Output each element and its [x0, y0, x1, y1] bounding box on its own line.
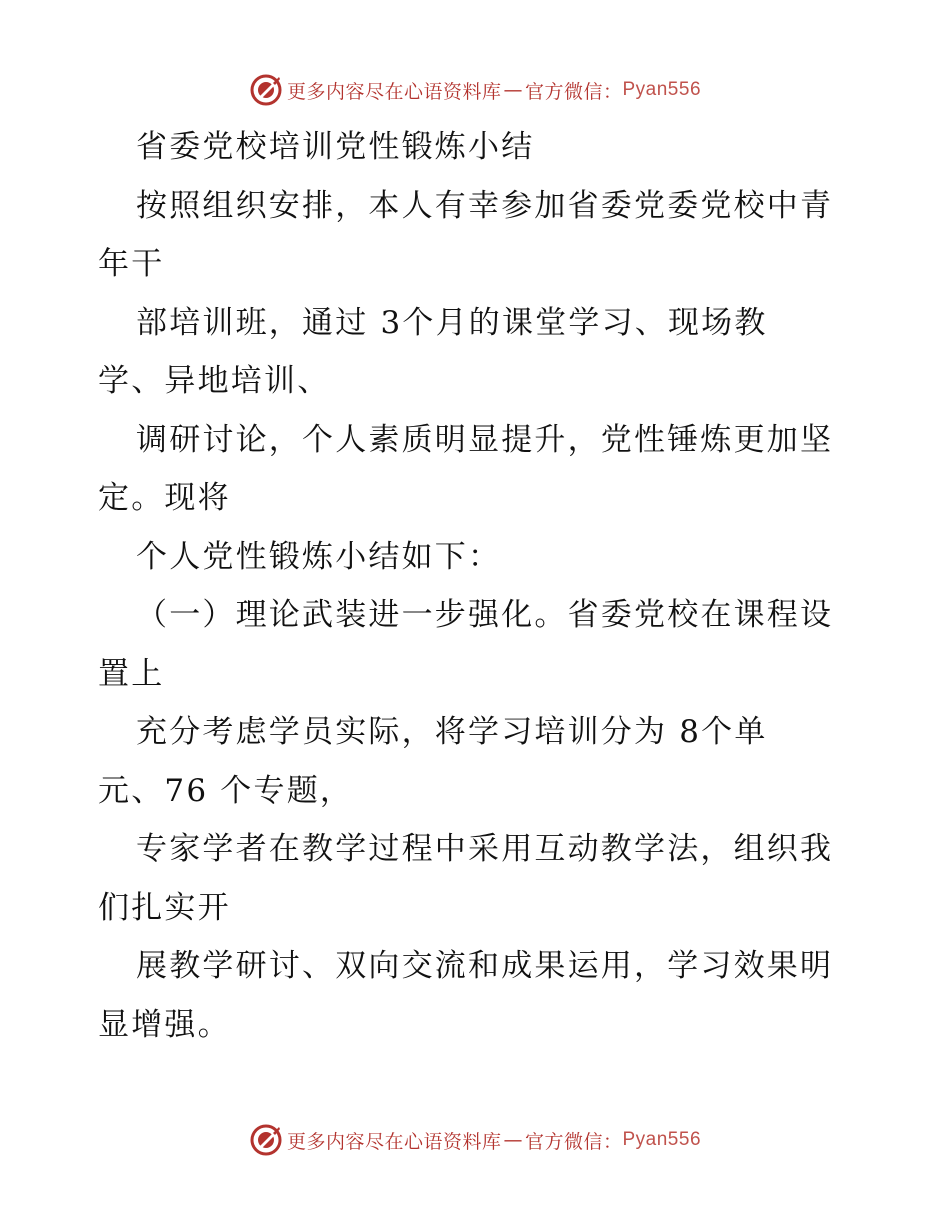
paragraph-line: 们扎实开 [98, 889, 231, 926]
paragraph-line: 显增强。 [98, 1006, 231, 1043]
watermark-wechat-id: Pyan556 [622, 1129, 702, 1150]
paragraph-line: 专家学者在教学过程中采用互动教学法，组织我 [136, 831, 834, 867]
paragraph-line: 调研讨论，个人素质明显提升，党性锤炼更加坚 [136, 421, 834, 458]
paragraph-line: 按照组织安排，本人有幸参加省委党委党校中青 [136, 187, 834, 224]
pen-logo-icon [249, 73, 283, 107]
watermark-wechat-id: Pyan556 [622, 79, 702, 100]
header-watermark [0, 72, 950, 108]
paragraph-line: 置上 [98, 655, 165, 692]
paragraph-line: 元、76 个专题， [98, 772, 354, 809]
paragraph-line: 充分考虑学员实际，将学习培训分为 8个单 [136, 714, 768, 750]
watermark-wechat-label: 官方微信： [524, 1130, 623, 1153]
footer-watermark [0, 1122, 950, 1158]
watermark-wechat-label: 官方微信： [524, 80, 623, 103]
paragraph-line: （一）理论武装进一步强化。省委党校在课程设 [136, 597, 834, 633]
watermark-text: 更多内容尽在心语资料库 [286, 80, 502, 103]
pen-logo-icon [249, 1123, 283, 1157]
paragraph-line: 学、异地培训、 [98, 363, 331, 399]
paragraph-line: 个人党性锻炼小结如下： [136, 538, 502, 575]
paragraph-line: 定。现将 [98, 480, 231, 516]
watermark-separator: — [503, 79, 523, 101]
paragraph-line: 展教学研讨、双向交流和成果运用，学习效果明 [136, 948, 834, 984]
watermark-text: 更多内容尽在心语资料库 [286, 1130, 502, 1153]
watermark-separator: — [503, 1129, 523, 1151]
paragraph-line: 部培训班，通过 3个月的课堂学习、现场教 [136, 304, 768, 341]
paragraph-line: 年干 [98, 246, 165, 282]
document-body [98, 118, 858, 1054]
document-title: 省委党校培训党性锻炼小结 [136, 129, 535, 165]
